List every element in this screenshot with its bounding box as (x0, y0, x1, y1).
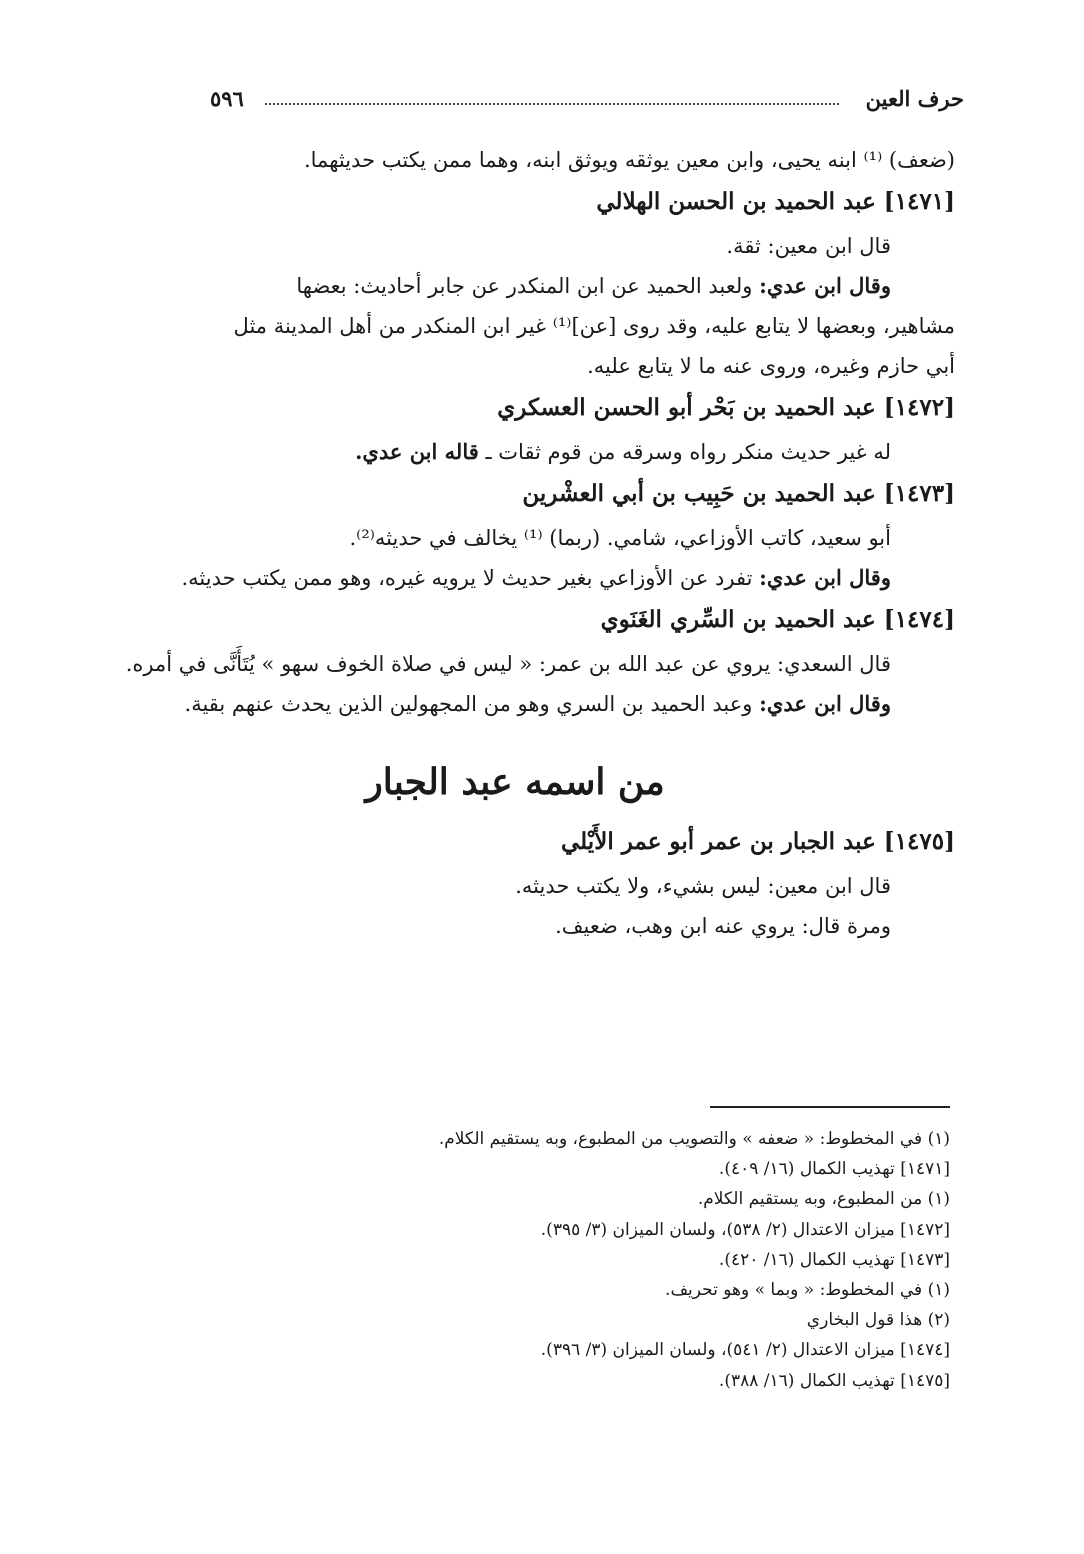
text-line (75, 684, 955, 724)
page-number: ٥٩٦ (210, 86, 244, 111)
text-span: ولعبد الحميد عن ابن المنكدر عن جابر أحاديث: بعضها (296, 274, 753, 298)
footnote: (٢) هذا قول البخاري (806, 1310, 950, 1331)
text-line: قال ابن معين: ليس بشيء، ولا يكتب حديثه. (515, 874, 891, 898)
text-span: تفرد عن الأوزاعي بغير حديث لا يرويه غيره، وهو ممن يكتب حديثه. (181, 566, 753, 590)
header-dotted-rule (265, 103, 839, 105)
text-span: وعبد الحميد بن السري وهو من المجهولين الذين يحدث عنهم بقية. (184, 692, 753, 716)
text-line: قال ابن معين: ثقة. (726, 234, 891, 258)
text-line (75, 266, 955, 306)
speaker-label: وقال ابن عدي: (759, 691, 891, 716)
footnote: [١٤٧٢] ميزان الاعتدال (٢/ ٥٣٨)، ولسان الميزان (٣/ ٣٩٥). (540, 1219, 950, 1240)
text-span: له غير حديث منكر رواه وسرقه من قوم ثقات ـ (485, 440, 891, 464)
footnote: (١) في المخطوط: « وبما » وهو تحريف. (665, 1280, 950, 1301)
footnote: [١٤٧٣] تهذيب الكمال (١٦/ ٤٢٠). (718, 1249, 950, 1270)
entry-title-1475: [١٤٧٥] عبد الجبار بن عمر أبو عمر الأَيْلي (561, 828, 955, 855)
text-line: أبو سعيد، كاتب الأوزاعي، شامي. (ربما) ⁽¹⁾ يخالف في حديثه⁽²⁾. (349, 526, 891, 550)
footnote: [١٤٧٥] تهذيب الكمال (١٦/ ٣٨٨). (718, 1370, 950, 1391)
page-header (60, 86, 964, 116)
entry-title-1471: [١٤٧١] عبد الحميد بن الحسن الهلالي (596, 188, 955, 215)
footnote: [١٤٧٤] ميزان الاعتدال (٢/ ٥٤١)، ولسان الميزان (٣/ ٣٩٦). (540, 1340, 950, 1361)
footnote: (١) في المخطوط: « ضعفه » والتصويب من المطبوع، وبه يستقيم الكلام. (438, 1129, 950, 1149)
text-line: مشاهير، وبعضها لا يتابع عليه، وقد روى [عن]⁽¹⁾ غير ابن المنكدر من أهل المدينة مثل (233, 314, 955, 338)
entry-title-1474: [١٤٧٤] عبد الحميد بن السِّري الغَنَوي (600, 606, 955, 633)
footnotes (75, 1124, 950, 1396)
speaker-label: وقال ابن عدي: (759, 565, 891, 590)
attribution: قاله ابن عدي. (355, 439, 479, 464)
entry-title-1473: [١٤٧٣] عبد الحميد بن حَبِيب بن أبي العشْرين (522, 480, 955, 507)
text-line: قال السعدي: يروي عن عبد الله بن عمر: « ليس في صلاة الخوف سهو » يُتَأَنَّى في أمره. (125, 652, 891, 676)
speaker-label: وقال ابن عدي: (759, 273, 891, 298)
text-line (75, 558, 955, 598)
entry-title-1472: [١٤٧٢] عبد الحميد بن بَحْر أبو الحسن العسكري (497, 394, 955, 421)
text-line: (ضعف) ⁽¹⁾ ابنه يحيى، وابن معين يوثقه ويوثق ابنه، وهما ممن يكتب حديثهما. (303, 148, 955, 172)
footnote-separator (710, 1106, 950, 1108)
text-line: ومرة قال: يروي عنه ابن وهب، ضعيف. (555, 914, 891, 938)
main-text (75, 140, 955, 946)
footnote: (١) من المطبوع، وبه يستقيم الكلام. (697, 1189, 950, 1210)
footnote: [١٤٧١] تهذيب الكمال (١٦/ ٤٠٩). (718, 1159, 950, 1180)
text-line: أبي حازم وغيره، وروى عنه ما لا يتابع عليه. (587, 354, 955, 378)
section-heading: من اسمه عبد الجبار (365, 761, 665, 803)
running-title: حرف العين (865, 86, 964, 111)
text-line (75, 432, 955, 472)
